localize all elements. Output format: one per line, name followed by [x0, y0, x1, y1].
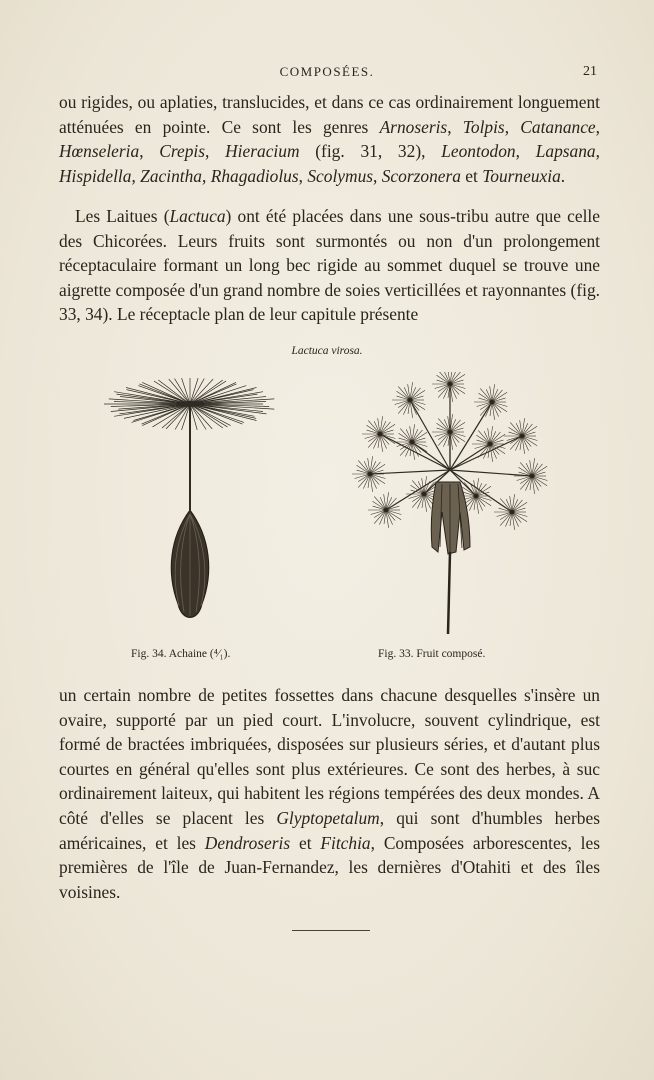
- text-run: Les Laitues (: [75, 206, 170, 226]
- text-run: ,: [447, 116, 463, 137]
- paragraph-continuation: [59, 683, 600, 904]
- genus-name: Catanance: [520, 116, 596, 137]
- text-run: ) ont été placées dans une sous-tribu autre que celle des Chicorées. Leurs fruits sont surmontés ou non d'un prolongement réceptaculaire formant un long bec rigide au sommet duquel se trouve une aigrette composée d'un grand nombre de soies verticillées et rayonnantes (fig. 33, 34). Le réceptacle plan de leur capitule présente: [59, 206, 600, 325]
- text-run: et: [460, 165, 483, 186]
- genus-name: Scolymus: [307, 165, 374, 186]
- text-run: ,: [515, 141, 536, 162]
- text-run: , Composées arborescentes, les premières de l'île de Juan-Fernandez, les dernières d'Otahiti et des îles voisines.: [59, 832, 600, 902]
- genus-name: Fitchia: [320, 832, 371, 853]
- caption-fig-33: Fig. 33. Fruit composé.: [378, 648, 486, 660]
- genus-name: Lapsana: [535, 141, 596, 162]
- genus-name: Lactuca: [169, 206, 226, 226]
- composite-fruit-illustration: [352, 372, 552, 637]
- running-head: [0, 64, 654, 84]
- genus-name: Arnoseris: [379, 116, 448, 137]
- text-run: ,: [595, 116, 601, 137]
- text-run: , qui sont d'humbles herbes américaines, et les: [59, 807, 600, 853]
- text-run: (fig. 31, 32),: [299, 141, 442, 162]
- page-number: 21: [583, 64, 597, 79]
- paragraph-laitues: [59, 204, 600, 327]
- genus-name: Glyptopetalum: [276, 807, 380, 828]
- genus-name: Scorzonera: [381, 165, 461, 186]
- genus-name: Tourneuxia: [482, 165, 561, 186]
- genus-name: Leontodon: [441, 141, 516, 162]
- running-title: COMPOSÉES.: [279, 64, 375, 79]
- text-run: ,: [595, 141, 600, 162]
- genus-name: Tolpis: [462, 116, 505, 137]
- figure-title: Lactuca virosa.: [291, 345, 363, 357]
- end-rule: [292, 930, 370, 931]
- text-run: ,: [139, 141, 160, 162]
- genus-name: Zacintha: [140, 165, 203, 186]
- paragraph-genera-list: [59, 90, 600, 188]
- achene-illustration: [100, 372, 280, 632]
- genus-name: Hieracium: [225, 141, 300, 162]
- genus-name: Rhagadiolus: [210, 165, 299, 186]
- genus-name: Crepis: [159, 141, 206, 162]
- text-run: ,: [131, 165, 141, 186]
- text-run: ,: [373, 165, 382, 186]
- genus-name: Hispidella: [59, 165, 132, 186]
- text-run: et: [290, 832, 321, 853]
- genus-name: Hœnseleria: [59, 141, 140, 162]
- text-run: ,: [298, 165, 308, 186]
- caption-fig-34: Fig. 34. Achaine (⁴⁄₁).: [131, 648, 231, 660]
- genus-name: Dendroseris: [204, 832, 291, 853]
- text-run: un certain nombre de petites fossettes dans chacune desquelles s'insère un ovaire, supporté par un pied court. L'involucre, souvent cylindrique, est formé de bractées imbriquées, disposées sur plusieurs séries, et d'autant plus courtes en général qu'elles sont plus extérieures. Ce sont des herbes, à suc ordinairement laiteux, qui habitent les régions tempérées des deux mondes. A côté d'elles se placent les: [59, 685, 600, 828]
- text-run: ,: [205, 141, 226, 162]
- text-run: ou rigides, ou aplaties, translucides, et dans ce cas ordinairement longuement atténuées en pointe. Ce sont les genres: [59, 92, 600, 137]
- text-run: .: [560, 165, 566, 186]
- text-run: ,: [504, 116, 521, 137]
- text-run: ,: [202, 165, 211, 186]
